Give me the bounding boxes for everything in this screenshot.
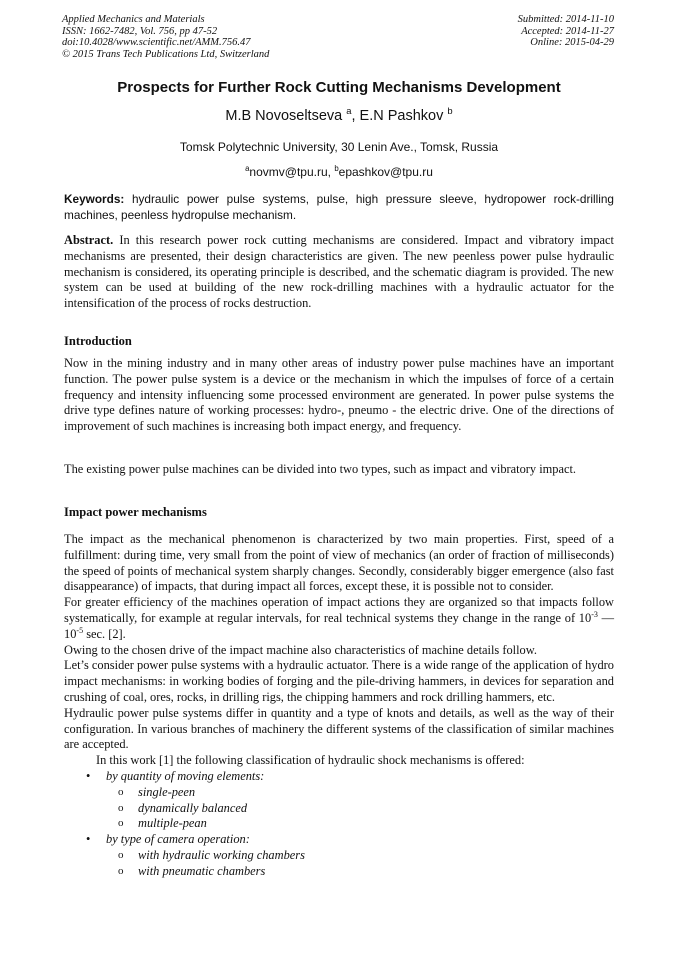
exponent-1: -3 bbox=[591, 609, 598, 619]
keywords bbox=[64, 192, 614, 223]
sub-list bbox=[106, 785, 614, 832]
list-item bbox=[64, 832, 614, 879]
journal-copyright: © 2015 Trans Tech Publications Ltd, Switzerland bbox=[62, 48, 270, 60]
impact-paragraph-6: In this work [1] the following classification of hydraulic shock mechanisms is offered: bbox=[96, 753, 525, 768]
affiliation: Tomsk Polytechnic University, 30 Lenin Ave., Tomsk, Russia bbox=[179, 140, 499, 154]
impact-paragraph-4: Let’s consider power pulse systems with a hydraulic actuator. There is a wide range of the application of hydro impact mechanisms: in working bodies of forging and the pile-driving hammers, in devices for separation and crushing of coal, ores, rocks, in drilling rigs, the chipping hammers and rock drilling hammers, etc. bbox=[64, 658, 614, 704]
journal-doi: doi:10.4028/www.scientific.net/AMM.756.47 bbox=[62, 37, 251, 48]
impact-paragraph-1: The impact as the mechanical phenomenon is characterized by two main properties. First, speed of a fulfillment: during time, very small from the point of view of mechanics (an order of fraction of milliseconds) the speed of points of mechanical system sharply changes. Secondly, considerably bigger emergence (also fast disappearance) of impacts, that during impact all forces, except these, it is possible not to consider. bbox=[64, 532, 614, 594]
email-1[interactable]: novmv@tpu.ru bbox=[249, 165, 328, 179]
impact-paragraph-5: Hydraulic power pulse systems differ in quantity and a type of knots and details, as well as the way of their configuration. In various branches of machinery the different systems of the classification of similar machines are accepted. bbox=[64, 705, 614, 752]
paper-title: Prospects for Further Rock Cutting Mechanisms Development bbox=[117, 79, 561, 96]
range-unit: sec. [2]. bbox=[83, 626, 126, 641]
authors bbox=[0, 105, 678, 124]
emails bbox=[0, 165, 678, 179]
journal-issn: ISSN: 1662-7482, Vol. 756, pp 47-52 bbox=[62, 25, 218, 37]
introduction-paragraph-2: The existing power pulse machines can be divided into two types, such as impact and vibratory impact. bbox=[64, 462, 577, 476]
exponent-2: -5 bbox=[76, 625, 84, 635]
introduction-heading: Introduction bbox=[64, 334, 132, 348]
impact-paragraph-2-text: For greater efficiency of the machines operation of impact actions they are organized so that impacts follow systematically, for example at regular intervals, for real technical systems they change in the range of 10 bbox=[64, 595, 614, 625]
abstract-label: Abstract. bbox=[64, 233, 114, 247]
submission-dates bbox=[518, 14, 614, 49]
range-dash: — 10 bbox=[64, 610, 614, 641]
submitted-date: Submitted: 2014-11-10 bbox=[517, 14, 614, 25]
email-2[interactable]: epashkov@tpu.ru bbox=[338, 165, 433, 179]
sub-list bbox=[106, 848, 614, 880]
sub-list-item: o single-peen bbox=[64, 785, 614, 801]
impact-section bbox=[64, 532, 614, 880]
keywords-text: hydraulic power pulse systems, pulse, high pressure sleeve, hydropower rock-drilling machines, peenless hydropulse mechanism. bbox=[64, 192, 614, 222]
email-2-mark: b bbox=[334, 164, 339, 173]
online-date: Online: 2015-04-29 bbox=[530, 37, 614, 48]
journal-name: Applied Mechanics and Materials bbox=[62, 14, 205, 25]
sub-list-item: o with pneumatic chambers bbox=[64, 864, 614, 880]
list-item-label: by quantity of moving elements: bbox=[106, 768, 265, 783]
introduction-paragraph-1: Now in the mining industry and in many other areas of industry power pulse machines have an important function. The power pulse system is a device or the mechanism in which the impulses of force of a certain frequency and intensity influencing some processed environment are generated. In power pulse systems the drive type defines nature of working processes: hydro-, pneumo - the electric drive. One of the directions of improvement of such machines is increasing both impact energy, and frequency. bbox=[64, 356, 614, 434]
abstract bbox=[64, 233, 614, 312]
impact-paragraph-2 bbox=[64, 595, 614, 642]
author-1: M.B Novoseltseva bbox=[225, 108, 343, 124]
list-item-label: by type of camera operation: bbox=[106, 832, 250, 847]
sub-list-item: o dynamically balanced bbox=[64, 801, 614, 817]
sub-list-item: o with hydraulic working chambers bbox=[64, 848, 614, 864]
abstract-text: In this research power rock cutting mechanisms are considered. Impact and vibratory impact mechanisms are presented, their design characteristics are given. The new peenless power pulse hydraulic mechanism is considered, its operating principle is described, and the schematic diagram is provided. The new system can be used at building of the new rock-drilling machines with a hydraulic actuator for the intensification of the process of rocks destruction. bbox=[64, 233, 614, 311]
author-2-mark: b bbox=[447, 105, 453, 117]
impact-heading: Impact power mechanisms bbox=[64, 505, 207, 519]
list-item bbox=[64, 769, 614, 832]
author-2: E.N Pashkov bbox=[359, 108, 444, 124]
accepted-date: Accepted: 2014-11-27 bbox=[521, 25, 614, 37]
author-separator: , bbox=[351, 108, 360, 124]
author-1-mark: a bbox=[346, 105, 352, 117]
sub-list-item: o multiple-pean bbox=[64, 816, 614, 832]
impact-paragraph-3: Owing to the chosen drive of the impact machine also characteristics of machine details follow. bbox=[64, 642, 537, 657]
keywords-label: Keywords: bbox=[64, 192, 125, 206]
classification-list bbox=[64, 769, 614, 880]
email-separator: , bbox=[327, 165, 335, 179]
email-1-mark: a bbox=[245, 164, 250, 173]
journal-info bbox=[62, 14, 269, 60]
